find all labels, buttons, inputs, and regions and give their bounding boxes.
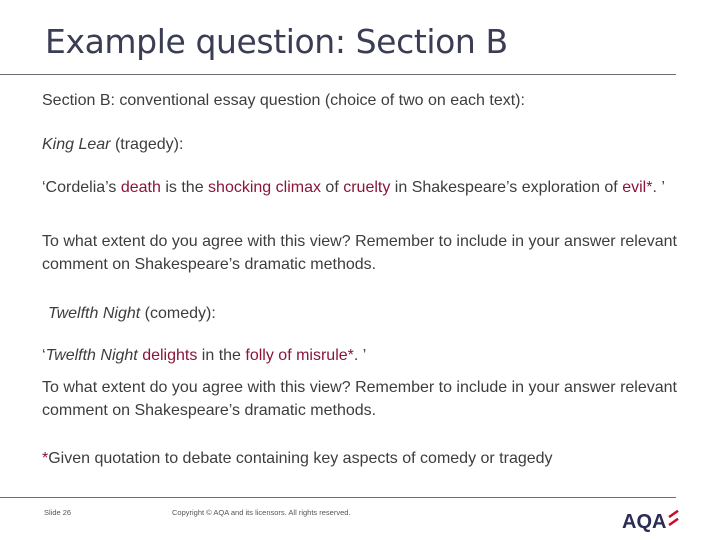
king-lear-prompt: To what extent do you agree with this view? Remember to include in your answer relevant comment on Shakespeare’s dramatic methods. (42, 233, 677, 273)
quote-keyword: cruelty (343, 179, 391, 196)
quote-text: is the (160, 179, 209, 196)
king-lear-genre: (tragedy): (110, 136, 184, 153)
king-lear-heading (42, 133, 682, 156)
section-intro: Section B: conventional essay question (choice of two on each text): (42, 92, 525, 109)
footnote (42, 447, 682, 470)
twelfth-night-heading (48, 302, 688, 325)
quote-title: Twelfth Night (45, 347, 138, 364)
slide-title: Example question: Section B (45, 22, 508, 61)
king-lear-title: King Lear (42, 136, 111, 153)
title-divider (0, 74, 676, 75)
aqa-logo-mark (668, 510, 678, 518)
quote-text: in the (197, 347, 246, 364)
quote-text: of (320, 179, 344, 196)
quote-text: ‘ (42, 347, 46, 364)
aqa-logo (622, 506, 682, 532)
twelfth-night-genre: (comedy): (140, 305, 216, 322)
quote-keyword: evil* (622, 179, 653, 196)
aqa-logo-mark (668, 518, 678, 526)
quote-keyword: death (120, 179, 161, 196)
copyright: Copyright © AQA and its licensors. All rights reserved. (172, 508, 351, 517)
twelfth-night-quote (42, 344, 682, 367)
twelfth-night-prompt: To what extent do you agree with this view? Remember to include in your answer relevant comment on Shakespeare’s dramatic methods. (42, 379, 677, 419)
footnote-text: Given quotation to debate containing key aspects of comedy or tragedy (48, 450, 553, 467)
quote-text: in Shakespeare’s exploration of (390, 179, 623, 196)
slide-number: Slide 26 (44, 508, 72, 517)
quote-keyword: delights (142, 347, 198, 364)
quote-keyword: folly of misrule* (245, 347, 354, 364)
footer-divider (0, 497, 676, 498)
quote-keyword: shocking climax (208, 179, 321, 196)
aqa-logo-text: AQA (622, 511, 667, 532)
twelfth-night-title: Twelfth Night (48, 305, 141, 322)
quote-text: ‘Cordelia’s (42, 179, 121, 196)
footnote-star: * (42, 450, 49, 467)
quote-text: . ’ (353, 347, 367, 364)
quote-text: . ’ (652, 179, 665, 196)
king-lear-quote (42, 176, 682, 199)
